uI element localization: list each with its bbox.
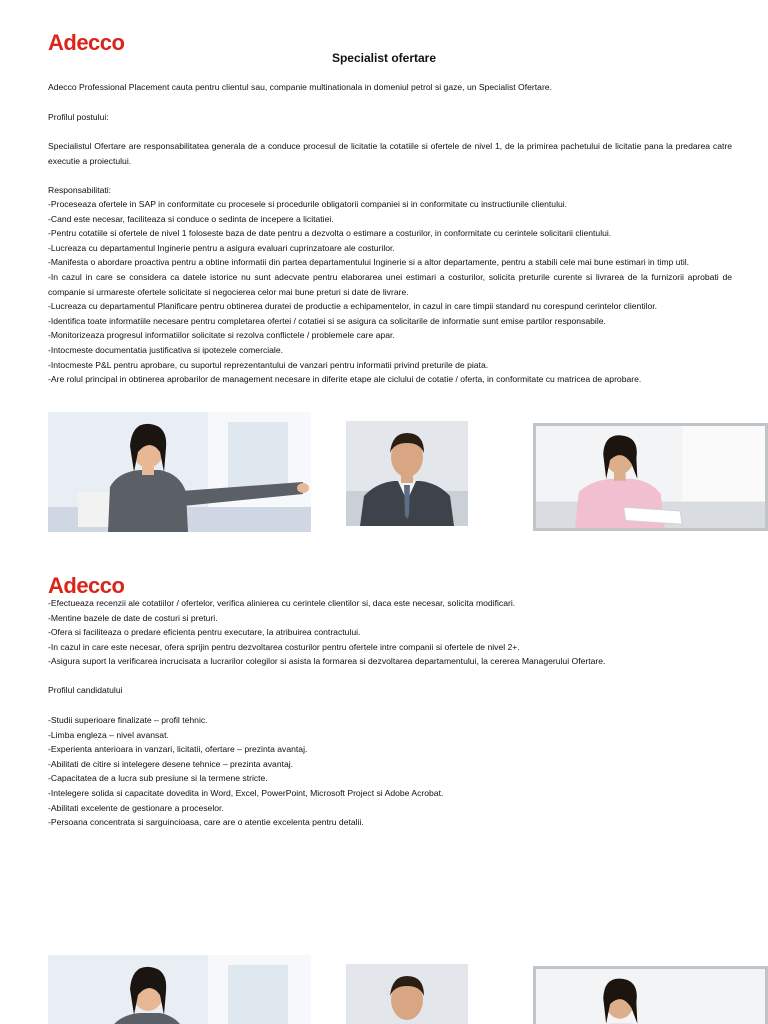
profil-postului-section	[48, 110, 732, 125]
list-item: -Are rolul principal in obtinerea aprobarilor de management necesare in diferite etape ale ciclului de cotatie / oferta, in conformitate cu matricea de aprobare.	[48, 374, 642, 385]
list-item: -Pentru cotatiile si ofertele de nivel 1 foloseste baza de date pentru a dezvolta o estimare a costurilor, in conformitate cu cerintele solicitarii clientului.	[48, 228, 612, 239]
list-item: -Manifesta o abordare proactiva pentru a obtine informatii din partea departamentului Inginerie si a altor departamente, pentru a stabili cele mai bune estimari in timp util.	[48, 257, 690, 268]
profil-candidat-heading: Profilul candidatului	[48, 685, 123, 695]
list-item: -Abilitati de citire si intelegere desene tehnice – prezinta avantaj.	[48, 758, 294, 769]
list-item: -Intocmeste documentatia justificativa si ipotezele comerciale.	[48, 344, 284, 355]
photo-man-suit-2	[346, 964, 468, 1024]
list-item: -Experienta anterioara in vanzari, licitatii, ofertare – prezinta avantaj.	[48, 744, 308, 755]
list-item: -In cazul in care este necesar, ofera sprijin pentru dezvoltarea costurilor pentru ofertele intre companii si ofertele de nivel 2+.	[48, 641, 520, 652]
photo-woman-desk	[533, 423, 768, 531]
list-item: -Persoana concentrata si sarguincioasa, care are o atentie excelenta pentru detalii.	[48, 817, 364, 828]
responsabilitati-list	[48, 197, 732, 387]
list-item: -Ofera si faciliteaza o predare eficienta pentru executare, la atribuirea contractului.	[48, 627, 361, 638]
list-item: -Efectueaza recenzii ale cotatiilor / ofertelor, verifica alinierea cu cerintele clientilor si, daca este necesar, solicita modificari.	[48, 598, 516, 608]
list-item: -Lucreaza cu departamentul Inginerie pentru a asigura evaluari cuprinzatoare ale costurilor.	[48, 242, 395, 253]
profil-candidat-list	[48, 713, 732, 830]
list-item: -Cand este necesar, faciliteaza si conduce o sedinta de incepere a licitatiei.	[48, 213, 334, 224]
responsabilitati-heading: Responsabilitati:	[48, 185, 112, 195]
responsabilitati-list-continued	[48, 596, 732, 669]
adecco-logo: Adecco	[48, 30, 125, 55]
list-item: -Lucreaza cu departamentul Planificare pentru obtinerea duratei de productie a echipamentelor, in cazul in care timpii standard nu corespund cerintelor clientilor.	[48, 301, 658, 312]
intro-paragraph: Adecco Professional Placement cauta pentru clientul sau, companie multinationala in domeniul petrol si gaze, un Specialist Ofertare.	[48, 82, 552, 92]
list-item: -Asigura suport la verificarea incrucisata a lucrarilor colegilor si asista la formarea si dezvoltarea departamentului, la cererea Managerului Ofertare.	[48, 656, 606, 667]
list-item: -Intelegere solida si capacitate dovedita in Word, Excel, PowerPoint, Microsoft Project si Adobe Acrobat.	[48, 787, 444, 798]
list-item: -Studii superioare finalizate – profil tehnic.	[48, 715, 208, 725]
profil-postului-heading: Profilul postului:	[48, 112, 109, 122]
list-item: -Intocmeste P&L pentru aprobare, cu suportul reprezentantului de vanzari pentru informatii privind preturile de piata.	[48, 359, 489, 370]
list-item: -In cazul in care se considera ca datele istorice nu sunt adecvate pentru elaborarea unei estimari a costurilor, solicita preturile curente si livrarea de la furnizorii aprobati de companie si urmareste ofertele solicitate si negocierea celor mai bune preturi si date de livrare.	[48, 271, 732, 297]
photo-man-suit	[346, 421, 468, 526]
adecco-logo-page-2: Adecco	[48, 573, 125, 598]
list-item: -Monitorizeaza progresul informatiilor solicitate si rezolva conflictele / problemele care apar.	[48, 330, 395, 341]
page-title: Specialist ofertare	[331, 51, 437, 65]
list-item: -Capacitatea de a lucra sub presiune si la termene stricte.	[48, 773, 268, 784]
list-item: -Identifica toate informatiile necesare pentru completarea ofertei / cotatiei si se asigura ca solicitarile de informatie sunt emise partilor responsabile.	[48, 315, 606, 326]
photo-woman-office	[48, 412, 311, 532]
responsabilitati-section	[48, 183, 732, 198]
photo-woman-office-2	[48, 955, 311, 1024]
profil-candidat-section	[48, 683, 732, 698]
list-item: -Mentine bazele de date de costuri si preturi.	[48, 612, 218, 623]
photo-woman-desk-2	[533, 966, 768, 1024]
profil-postului-text: Specialistul Ofertare are responsabilitatea generala de a conduce procesul de licitatie la cotatiile si ofertele de nivel 1, de la primirea pachetului de licitatie pana la predarea catre executie a proiectului.	[48, 141, 732, 166]
list-item: -Abilitati excelente de gestionare a proceselor.	[48, 802, 224, 813]
list-item: -Limba engleza – nivel avansat.	[48, 729, 169, 740]
list-item: -Proceseaza ofertele in SAP in conformitate cu procesele si procedurile obligatorii companiei si in conformitate cu instructiunile clientului.	[48, 199, 568, 209]
